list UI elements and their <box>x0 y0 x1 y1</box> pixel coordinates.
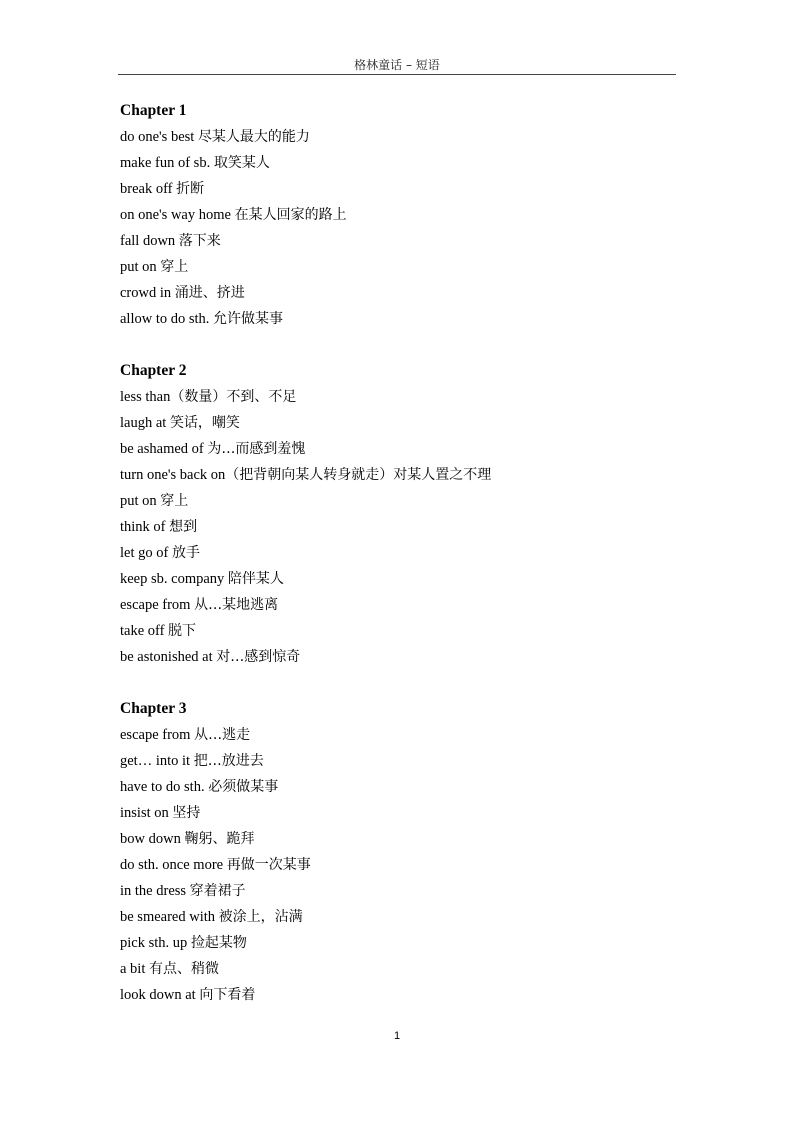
phrase-english: be smeared with <box>120 909 219 925</box>
phrase-english: make fun of sb. <box>120 155 214 171</box>
phrase-entry <box>120 410 680 436</box>
phrase-entry <box>120 514 680 540</box>
phrase-english: crowd in <box>120 285 175 301</box>
phrase-entry <box>120 800 680 826</box>
phrase-entry <box>120 436 680 462</box>
phrase-english: put on <box>120 493 161 509</box>
phrase-chinese: 脱下 <box>168 623 197 639</box>
phrase-english: be astonished at <box>120 649 217 665</box>
phrase-entry <box>120 124 680 150</box>
phrase-chinese: 向下看着 <box>199 987 256 1003</box>
phrase-chinese: 笑话，嘲笑 <box>169 415 240 431</box>
chapter-1-title: Chapter 1 <box>120 102 187 119</box>
phrase-english: a bit <box>120 961 149 977</box>
phrase-chinese: 坚持 <box>172 805 201 821</box>
phrase-entry <box>120 254 680 280</box>
phrase-entry <box>120 982 680 1008</box>
phrase-chinese: 必须做某事 <box>208 779 279 795</box>
phrase-chinese: 折断 <box>176 181 205 197</box>
section-spacer <box>120 670 680 696</box>
phrase-chinese: （数量）不到、不足 <box>170 389 297 405</box>
phrase-entry <box>120 904 680 930</box>
phrase-entry <box>120 826 680 852</box>
phrase-english: think of <box>120 519 170 535</box>
page-header: 格林童话 – 短语 <box>354 58 440 72</box>
phrase-chinese: 从…某地逃离 <box>194 597 279 613</box>
phrase-chinese: 穿上 <box>160 493 189 509</box>
phrase-chinese: 再做一次某事 <box>226 857 311 873</box>
phrase-entry <box>120 592 680 618</box>
phrase-chinese: 尽某人最大的能力 <box>197 129 310 145</box>
phrase-entry <box>120 462 680 488</box>
phrase-chinese: 捡起某物 <box>190 935 247 951</box>
phrase-entry <box>120 644 680 670</box>
phrase-entry <box>120 618 680 644</box>
phrase-entry <box>120 202 680 228</box>
phrase-english: on one's way home <box>120 207 235 223</box>
phrase-chinese: 在某人回家的路上 <box>234 207 347 223</box>
phrase-entry <box>120 852 680 878</box>
phrase-entry <box>120 722 680 748</box>
phrase-chinese: 为…而感到羞愧 <box>207 441 306 457</box>
phrase-list <box>120 98 680 1008</box>
phrase-entry <box>120 878 680 904</box>
phrase-chinese: 把…放进去 <box>193 753 264 769</box>
phrase-english: do sth. once more <box>120 857 227 873</box>
phrase-english: break off <box>120 181 177 197</box>
phrase-english: look down at <box>120 987 200 1003</box>
phrase-entry <box>120 774 680 800</box>
header-divider <box>118 74 676 75</box>
phrase-chinese: 穿上 <box>160 259 189 275</box>
phrase-entry <box>120 228 680 254</box>
phrase-english: turn one's back on <box>120 467 226 483</box>
phrase-english: escape from <box>120 727 195 743</box>
chapter-2-title: Chapter 2 <box>120 362 187 379</box>
phrase-entry <box>120 930 680 956</box>
phrase-english: fall down <box>120 233 179 249</box>
phrase-english: insist on <box>120 805 173 821</box>
phrase-english: escape from <box>120 597 195 613</box>
phrase-entry <box>120 384 680 410</box>
phrase-english: let go of <box>120 545 172 561</box>
phrase-english: allow to do sth. <box>120 311 214 327</box>
phrase-entry <box>120 540 680 566</box>
phrase-entry <box>120 280 680 306</box>
phrase-chinese: 鞠躬、跪拜 <box>184 831 255 847</box>
phrase-entry <box>120 748 680 774</box>
phrase-entry <box>120 566 680 592</box>
phrase-english: take off <box>120 623 169 639</box>
phrase-entry <box>120 488 680 514</box>
phrase-chinese: 陪伴某人 <box>227 571 284 587</box>
phrase-chinese: 对…感到惊奇 <box>216 649 301 665</box>
phrase-chinese: （把背朝向某人转身就走）对某人置之不理 <box>225 467 492 483</box>
phrase-chinese: 放手 <box>171 545 200 561</box>
phrase-chinese: 从…逃走 <box>194 727 251 743</box>
phrase-chinese: 穿着裙子 <box>189 883 246 899</box>
phrase-chinese: 有点、稍微 <box>149 961 219 977</box>
phrase-english: laugh at <box>120 415 170 431</box>
phrase-chinese: 允许做某事 <box>213 311 284 327</box>
phrase-english: get… into it <box>120 753 194 769</box>
phrase-entry <box>120 306 680 332</box>
phrase-entry <box>120 150 680 176</box>
phrase-english: pick sth. up <box>120 935 191 951</box>
phrase-chinese: 想到 <box>169 519 198 535</box>
phrase-chinese: 被涂上，沾满 <box>218 909 303 925</box>
phrase-entry <box>120 176 680 202</box>
chapter-3-title: Chapter 3 <box>120 700 187 717</box>
phrase-english: less than <box>120 389 171 405</box>
section-spacer <box>120 332 680 358</box>
phrase-english: keep sb. company <box>120 571 228 587</box>
phrase-english: do one's best <box>120 129 198 145</box>
phrase-english: have to do sth. <box>120 779 209 795</box>
phrase-english: in the dress <box>120 883 190 899</box>
phrase-chinese: 落下来 <box>178 233 221 249</box>
page-number: 1 <box>393 1030 401 1042</box>
phrase-chinese: 取笑某人 <box>213 155 270 171</box>
phrase-english: put on <box>120 259 161 275</box>
phrase-entry <box>120 956 680 982</box>
phrase-english: be ashamed of <box>120 441 208 457</box>
phrase-english: bow down <box>120 831 185 847</box>
phrase-chinese: 涌进、挤进 <box>174 285 245 301</box>
